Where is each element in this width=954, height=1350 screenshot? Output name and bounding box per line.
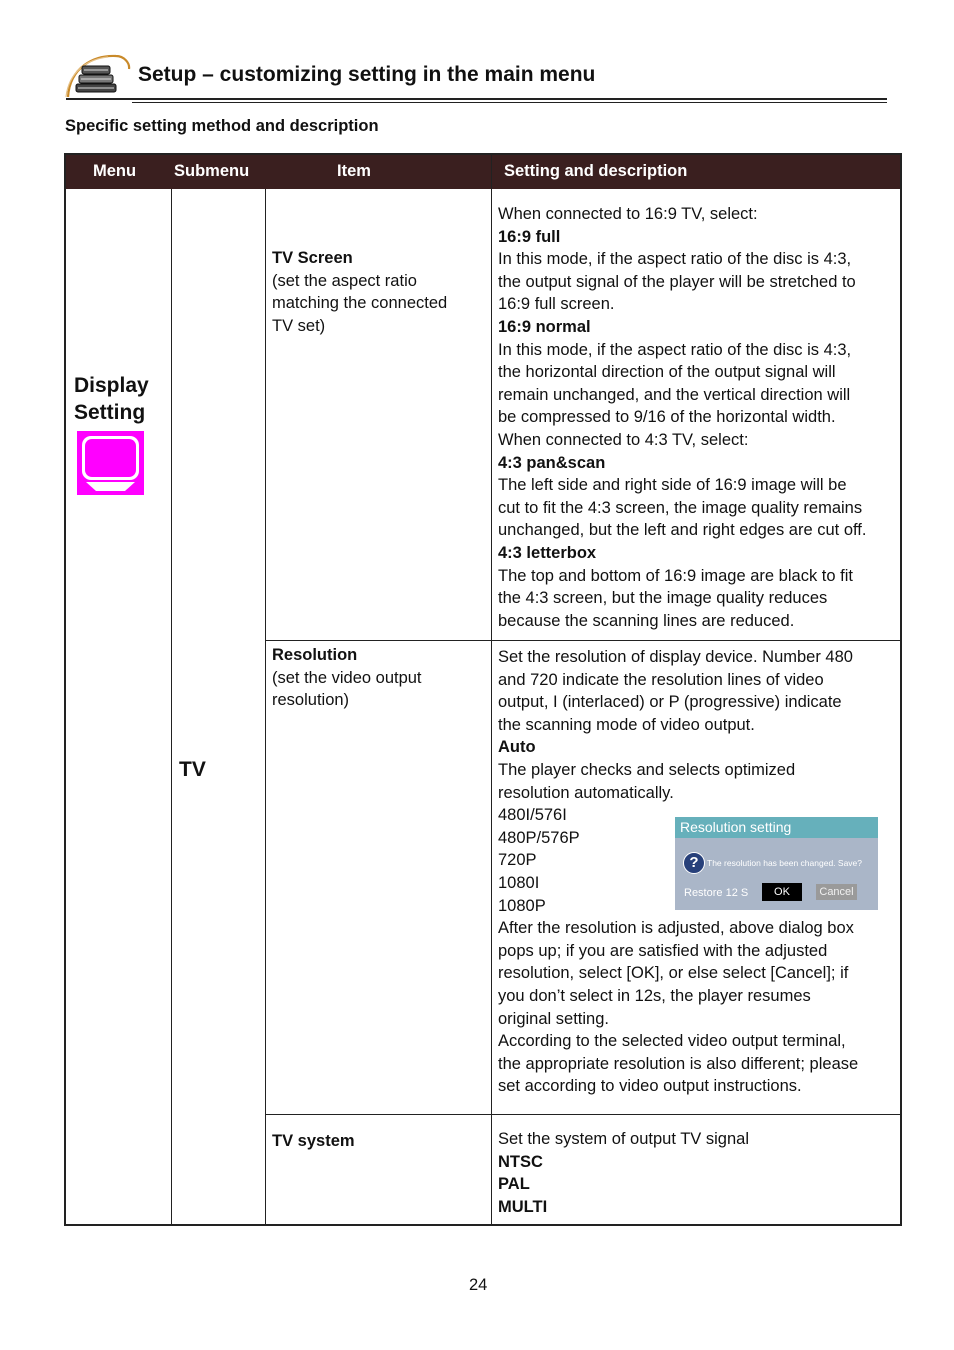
- item-cell-resolution: [272, 644, 422, 712]
- desc-line: and 720 indicate the resolution lines of video: [498, 670, 824, 689]
- desc-line: NTSC: [498, 1152, 543, 1171]
- desc-line: 16:9 full screen.: [498, 295, 615, 314]
- item-desc-line: TV set): [272, 316, 326, 335]
- section-subtitle: Specific setting method and description: [65, 117, 379, 135]
- column-header-item: Item: [337, 162, 371, 180]
- desc-line: 4:3 pan&scan: [498, 453, 606, 472]
- desc-line: 1080I: [498, 873, 540, 892]
- desc-line: In this mode, if the aspect ratio of the disc is 4:3,: [498, 250, 852, 269]
- desc-line: cut to fit the 4:3 screen, the image quality remains: [498, 498, 863, 517]
- desc-line: 480P/576P: [498, 828, 580, 847]
- desc-line: PAL: [498, 1175, 530, 1194]
- desc-line: be compressed to 9/16 of the horizontal width.: [498, 408, 836, 427]
- ok-button[interactable]: OK: [762, 883, 802, 901]
- desc-line: In this mode, if the aspect ratio of the disc is 4:3,: [498, 340, 852, 359]
- column-divider: [265, 189, 266, 1225]
- desc-line: remain unchanged, and the vertical direction will: [498, 385, 851, 404]
- desc-line: 16:9 full: [498, 227, 561, 246]
- desc-line: When connected to 16:9 TV, select:: [498, 205, 758, 223]
- desc-line: because the scanning lines are reduced.: [498, 611, 795, 630]
- dialog-countdown: Restore 12 S: [684, 887, 749, 899]
- desc-line: Set the resolution of display device. Number 480: [498, 648, 853, 666]
- column-header-setting: Setting and description: [504, 162, 688, 180]
- dialog-message: The resolution has been changed. Save?: [707, 858, 863, 868]
- item-title: Resolution: [272, 646, 358, 664]
- desc-line: you don’t select in 12s, the player resumes: [498, 986, 811, 1005]
- monitor-icon: [77, 431, 144, 495]
- desc-line: Set the system of output TV signal: [498, 1130, 749, 1148]
- row-divider: [265, 1114, 900, 1115]
- desc-line: set according to video output instructions.: [498, 1077, 802, 1096]
- desc-line: the scanning mode of video output.: [498, 715, 755, 734]
- desc-line: 16:9 normal: [498, 317, 591, 336]
- item-desc-line: (set the video output: [272, 668, 422, 687]
- desc-line: the appropriate resolution is also different; please: [498, 1054, 859, 1073]
- menu-label-line: Display: [74, 374, 149, 397]
- menu-label-line: Setting: [74, 401, 146, 424]
- menu-label: [74, 372, 149, 426]
- item-title: TV system: [272, 1132, 355, 1150]
- desc-line: 720P: [498, 851, 537, 870]
- column-divider: [171, 189, 172, 1225]
- item-desc-line: (set the aspect ratio: [272, 271, 417, 290]
- books-icon: [64, 53, 132, 99]
- desc-line: After the resolution is adjusted, above dialog box: [498, 919, 854, 938]
- question-icon: ?: [683, 852, 705, 874]
- resolution-dialog: [675, 817, 878, 910]
- desc-line: the horizontal direction of the output signal will: [498, 363, 836, 382]
- dialog-title: Resolution setting: [675, 817, 878, 838]
- desc-line: When connected to 4:3 TV, select:: [498, 430, 749, 449]
- desc-line: original setting.: [498, 1009, 609, 1028]
- desc-line: Auto: [498, 738, 536, 757]
- setting-desc-tv-screen: [498, 203, 866, 632]
- desc-line: output, I (interlaced) or P (progressive) indicate: [498, 693, 842, 712]
- desc-line: The player checks and selects optimized: [498, 760, 796, 779]
- item-desc-line: matching the connected: [272, 294, 448, 313]
- desc-line: The top and bottom of 16:9 image are black to fit: [498, 566, 853, 585]
- desc-line: unchanged, but the left and right edges are cut off.: [498, 521, 867, 540]
- desc-line: the output signal of the player will be stretched to: [498, 272, 856, 291]
- header-rule: [66, 98, 887, 100]
- desc-line: resolution automatically.: [498, 783, 674, 802]
- row-divider: [265, 640, 900, 641]
- column-header-submenu: Submenu: [174, 162, 250, 180]
- item-desc-line: resolution): [272, 691, 350, 710]
- page-title: Setup – customizing setting in the main menu: [138, 63, 596, 86]
- item-title: TV Screen: [272, 249, 353, 267]
- desc-line: 480I/576I: [498, 806, 567, 825]
- desc-line: According to the selected video output terminal,: [498, 1032, 846, 1051]
- header-rule-thin: [132, 102, 887, 103]
- column-header-menu: Menu: [93, 162, 137, 180]
- desc-line: MULTI: [498, 1197, 548, 1216]
- desc-line: the 4:3 screen, but the image quality reduces: [498, 589, 828, 608]
- page-number: 24: [469, 1276, 488, 1294]
- desc-line: pops up; if you are satisfied with the adjusted: [498, 941, 828, 960]
- desc-line: resolution, select [OK], or else select [Cancel]; if: [498, 964, 849, 983]
- item-cell-tv-screen: [272, 247, 447, 337]
- desc-line: 1080P: [498, 896, 546, 915]
- submenu-label: TV: [179, 758, 206, 781]
- setting-desc-tv-system: [498, 1128, 749, 1218]
- column-divider: [491, 155, 492, 1225]
- item-cell-tv-system: [272, 1130, 355, 1153]
- desc-line: 4:3 letterbox: [498, 543, 597, 562]
- desc-line: The left side and right side of 16:9 image will be: [498, 476, 847, 495]
- cancel-button[interactable]: Cancel: [816, 884, 857, 900]
